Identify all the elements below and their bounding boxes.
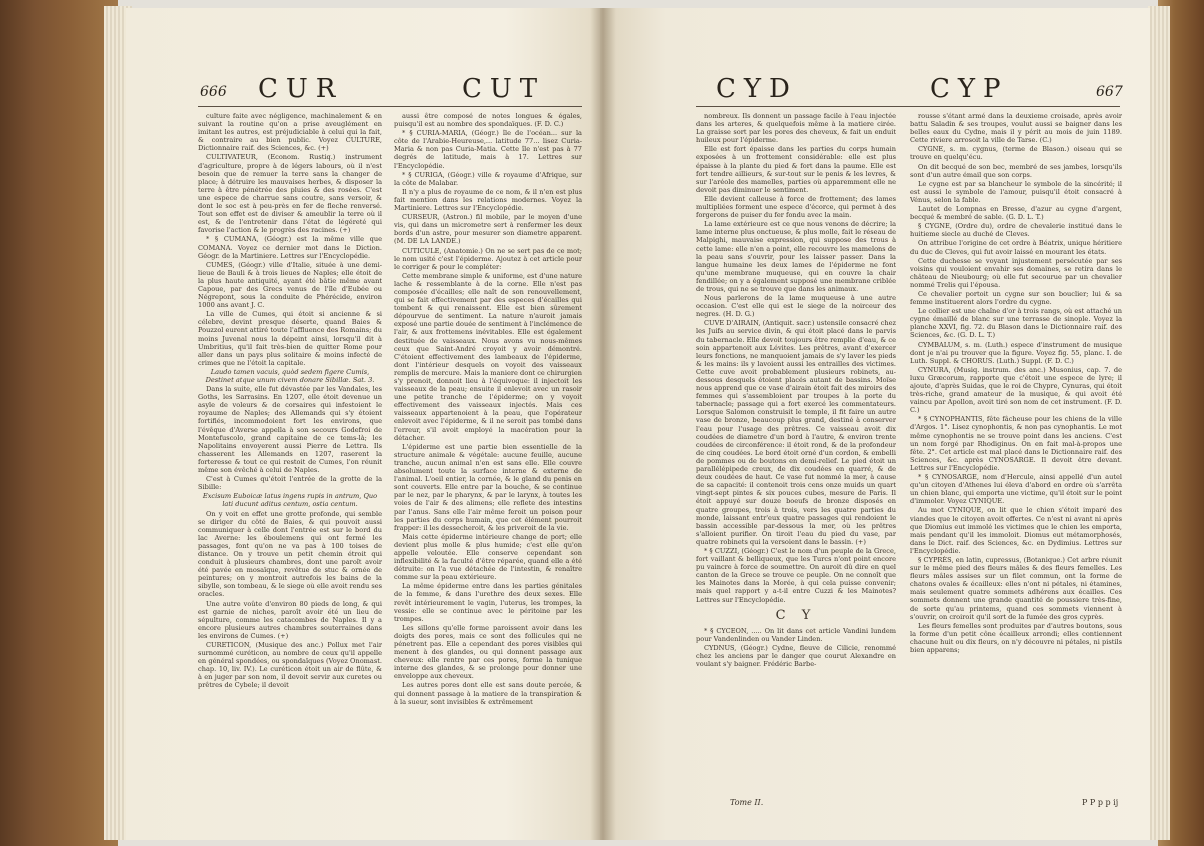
paragraph: On attribue l'origine de cet ordre à Béatrix, unique héritiere du duc de Cleves, qui fut avoir laissé en mourant les états. <box>910 239 1122 256</box>
paragraph: CUMES, (Géogr.) ville d'Italie, située à une demi-lieue de Bauli & à trois lieues de Naples; elle étoit de la plus haute antiquité, ayant été bâtie même avant Capoue, par des Grecs venus de l'île d'Eubée ou Négrepont, sous la conduite de Phérécide, environ 1000 ans avant J. C. <box>198 260 382 310</box>
paragraph: Laudo tamen vacuis, quòd sedem figere Cumis, Destinet atque unum civem donare Sibillæ. Sat. 3. <box>205 367 375 384</box>
paragraph: La ville de Cumes, qui étoit si ancienne & si célebre, devint presque déserte, quand Baies & Pouzzol eurent attiré toute l'affluence des Romains; du moins Juvenal nous la dépeint ainsi, lorsqu'il dit à Umbritius, qu'il fait très-bien de quitter Rome pour aller dans un pays plus solitaire & moins infecté de crimes que ne l'étoit la capitale. <box>198 310 382 367</box>
paragraph: Cette membrane simple & uniforme, est d'une nature lache & ressemblante à de la corne. Elle n'est pas composée d'écailles; elle naît de son renouvellement, qui se fait effectivement par des especes d'écailles qui tombent & qui renaissent. Elle est bien sûrement dépourvue de sentiment. La nature n'auroit jamais exposé une partie douée de sentiment à l'inclémence de l'air, & aux frottemens inévitables. Elle est également destituée de vaisseaux. Nous avons vu nous-mêmes ceux que Saint-André croyoit y avoir démontré. C'étoient effectivement des lambeaux de l'épiderme, dont l'intérieur desquels on voyoit des vaisseaux remplis de mercure. Mais la maniere dont ce chirurgien s'y prenoit, donnoit lieu à l'équivoque: il injectoit les vaisseaux de la peau; ensuite il enlevoit avec un rasoir une petite tranche de l'épiderme; on y voyoit effectivement des vaisseaux injectés. Mais ces vaisseaux appartenoient à la peau, que l'opérateur enlevoit avec l'épiderme, & il ne seroit pas tombé dans l'erreur, s'il avoit employé la macération pour la détacher. <box>394 271 582 442</box>
paragraph: CUVE D'AIRAIN, (Antiquit. sacr.) ustensile consacré chez les Juifs au service divin, & qui étoit placé dans le parvis du tabernacle. Elle devoit toujours être remplie d'eau, & ce soin appartenoit aux Lévites. Les prêtres, avant d'exercer leurs fonctions, ne manquoient jamais de s'y laver les pieds & les mains: ils y lavoient aussi les entrailles des victimes. Cette cuve avoit probablement plusieurs robinets, au-dessous desquels étoient placés autant de bassins. Moïse nous apprend que ce vase d'airain étoit fait des miroirs des femmes qui s'assembloient par troupes à la porte du tabernacle; passage qui a fort exercé les commentateurs. Lorsque Salomon construisit le temple, il fit faire un autre vase de bronze, beaucoup plus grand, destiné à conserver l'eau pour l'usage des prêtres. Ce vaisseau avoit dix coudées de diametre d'un bord à l'autre, & environ trente coudées de circonférence: il étoit rond, & de la profondeur de cinq coudées. Le bord étoit orné d'un cordon, & embelli de pommes ou de boutons en demi-relief. Le pied étoit un parallélépipede creux, de dix coudées en quarré, & de deux coudées de haut. Ce vase fut nommé la mer, à cause de sa capacité: il contenoit trois cens onze muids un quart vingt-sept pintes & six pouces cubes, mesure de Paris. Il étoit appuyé sur douze boeufs de bronze disposés en quatre groupes, trois à trois, vers les quatre parties du monde, laissant entr'eux quatre passages qui rendoient le bassin accessible par-dessous la mer, où les prêtres s'alloient purifier. On tiroit l'eau du pied du vase, par quatre robinets qui la versoient dans le bassin. (+) <box>696 319 896 546</box>
paragraph: Une autre voûte d'environ 80 pieds de long, & qui est garnie de niches, paroît avoir été un lieu de sépulture, comme les catacombes de Naples. Il y a encore plusieurs autres chambres souterraines dans les environs de Cumes. (+) <box>198 599 382 640</box>
paragraph: rousse s'étant armé dans la deuxieme croisade, après avoir battu Saladin & ses troupes, voulut aussi se baigner dans les belles eaux du Cydne, mais il y périt au mois de juin 1189. Cette riviere arrosoit la ville de Tarse. (C.) <box>910 112 1122 145</box>
paragraph: Au mot CYNIQUE, on lit que le chien s'étoit imparé des viandes que le citoyen avoit offertes. Ce n'est ni avant ni après que Diomius eut immolé les victimes que le chien les emporta, mais pendant qu'il les immoloit. Diomus eut métamorphosés, dans le Dict. raif. des Sciences, &c. en Dydimius. Lettres sur l'Encyclopédie. <box>910 506 1122 555</box>
paragraph: Elle est fort épaisse dans les parties du corps humain exposées à un frottement considérable: elle est plus épaisse à la plante du pied & fort dans la paume. Elle est fort tendre aillieurs, & sur-tout sur le penis & les levres, & sur l'aréole des mamelles, parties où apparemment elle ne devoit pas diminuer le sentiment. <box>696 145 896 194</box>
right-headword-2: CYP <box>930 74 1009 104</box>
paragraph: nombreux. Ils donnent un passage facile à l'eau injectée dans les arteres, & quelquefois même à la matiere cirée. La graisse sort par les pores des cheveux, & fait un enduit huileux pour l'épiderme. <box>696 112 896 145</box>
paragraph: On y voit en effet une grotte profonde, qui semble se diriger du côté de Baies, & qui pouvoit aussi communiquer à celle dont l'entrée est sur le bord du lac Averne: les éboulemens qui ont fermé les passages, font qu'on ne va pas à 100 toises de distance. On y trouve un petit chemin étroit qui conduit à plusieurs chambres, dont une paroît avoir été pavée en mosaïque, revêtue de stuc & ornée de peintures; on y montroit autrefois les bains de la sibylle, son tombeau, & le siege où elle avoit rendu ses oracles. <box>198 509 382 599</box>
paragraph: CYGNE, s. m. cygnus, (terme de Blason.) oiseau qui se trouve en quelqu'écu. <box>910 145 1122 162</box>
paragraph: Nous parlerons de la lame muqueuse à une autre occasion. C'est elle qui est le siege de la noirceur des negres. (H. D. G.) <box>696 294 896 319</box>
paragraph: La lame extérieure est ce que nous venons de décrire; la lame interne plus onctueuse, & plus molle, fait le réseau de Malpighi, mauvaise expression, qui suppose des trous à cette lame: elle n'en a point, elle recouvre les mamelons de la peau sans s'ouvrir, pour les laisser passer. Dans la langue humaine les deux lames de l'épiderme ne font qu'une membrane muqueuse, qui en couvre la chair fendillée; on y a également supposé une membrane criblée de trous, qui ne se trouve que dans les animaux. <box>696 220 896 293</box>
paragraph: * § CYNOSARGE, nom d'Hercule, ainsi appellé d'un autel qu'un citoyen d'Athenes lui éleva d'abord en ordre où s'arrêta un chien blanc, qui emporta une victime, qu'il étoit sur le point d'immoler. Voyez CYNIQUE. <box>910 473 1122 506</box>
paragraph: * § CURIGA, (Géogr.) ville & royaume d'Afrique, sur la côte de Malabar. <box>394 170 582 187</box>
left-column-1 <box>198 112 382 814</box>
paragraph: Dans la suite, elle fut dévastée par les Vandales, les Goths, les Sarrasins. En 1207, elle étoit devenue un asyle de voleurs & de corsaires qui infestoient le royaume de Naples; des Allemands qui s'y étoient fortifiés, incommodoient fort les environs, que l'évêque d'Averse appella à son secours Godefroi de Montefuscolo, grand capitaine de ce tems-là; les Napolitains envoyerent aussi Pierre de Lettra. Ils chasserent les Allemands en 1207, raserent la forteresse & tout ce qui restoit de Cumes, l'on réunit même son évêché à celui de Naples. <box>198 385 382 475</box>
volume-signature: Tome II. <box>730 798 764 807</box>
paragraph: Elle devient calleuse à force de frottement; des lames multipliées forment une espece d'écorce, qui permet à des forgerons de puiser du fer fondu avec la main. <box>696 194 896 220</box>
paragraph: Les fleurs femelles sont produites par d'autres boutons, sous la forme d'un petit cône écailleux arrondi; elles contiennent chacune huit ou dix fleurs, on n'y découvre ni pétales, ni pistils bien apparens; <box>910 621 1122 654</box>
paragraph: CURSEUR, (Astron.) fil mobile, par le moyen d'une vis, qui dans un micrometre sert à renfermer les deux bords d'un astre, pour mesurer son diametre apparent. (M. DE LA LANDE.) <box>394 213 582 246</box>
paragraph: On dit becqué de son bec, membré de ses jambes, lorsqu'ils sont d'un autre émail que son corps. <box>910 162 1122 179</box>
right-page-number: 667 <box>1096 84 1123 100</box>
paragraph: Mais cette épiderme intérieure change de port; elle devient plus molle & plus humide; c'est elle qu'on appelle veloutée. Elle conserve cependant son inflexibilité & la faculté d'être réparée, quand elle a été détruite: on l'a vue détachée de l'intestin, & renaître comme sur la peau extérieure. <box>394 532 582 582</box>
paragraph: * § CURIA-MARIA, (Géogr.) île de l'océan... sur la côte de l'Arabie-Heureuse,... latitude 77... lisez Curia-Maria & non pas Curia-Matia. Cette île n'est pas à 77 degrés de latitude, mais à 17. Lettres sur l'Encyclopédie. <box>394 129 582 170</box>
left-cover <box>0 0 118 846</box>
paragraph: CULTIVATEUR, (Econom. Rustiq.) instrument d'agriculture, propre à de légers labours, où il n'est besoin que de remuer la terre sans la changer de place; à détruire les mauvaises herbes, & disposer la terre à être pénétrée des pluies & des rosées. C'est une espece de charrue sans coutre, sans versoir, & dont le soc est à peu-près en fer de fleche renversé. Tout son effet est de diviser & ameublir la terre où il est, & de l'entretenir dans l'état de légéreté qui favorise l'action & le progrès des racines. (+) <box>198 153 382 235</box>
book-gutter <box>590 8 616 840</box>
left-headword-1: CUR <box>258 74 344 104</box>
paragraph: L'épiderme est une partie bien essentielle de la structure animale & végétale: aucune feuille, aucune tranche, aucun animal n'en est sans elle. Elle couvre absolument toute la surface interne & externe de l'animal. L'oeil entier, la cornée, & le gland du penis en sont couverts. Elle entre par la bouche, & se continue par le nez, par le pharynx, & par le larynx, à toutes les voies de l'air & des alimens; elle reflete des intestins par l'anus. Sans elle l'air même feroit un poison pour les parties du corps humain, que cet élément pourroit frapper: il les dessecheroit, & les priveroit de la vie. <box>394 442 582 532</box>
paragraph: Il n'y a plus de royaume de ce nom, & il n'en est plus fait mention dans les relations modernes. Voyez la Martiniere. Lettres sur l'Encyclopédie. <box>394 187 582 213</box>
paragraph: CYMBALUM, s. m. (Luth.) espece d'instrument de musique dont je n'ai pu trouver que la figure. Voyez fig. 55, planc. I. de Luth. Suppl. & CHORUS. (Luth.) Suppl. (F. D. C.) <box>910 340 1122 365</box>
paragraph: CYNURA, (Musiq. instrum. des anc.) Musonius, cap. 7. de luxu Græcorum, rapporte que c'étoit une espece de lyre; il ajoute, d'après Suidas, que le roi de Chypre, Cynuras, qui étoit très-riche, grand amateur de la musique, & qui avoit été vaincu par Apollon, avoit tiré son nom de cet instrument. (F. D. C.) <box>910 365 1122 415</box>
paragraph: CUTICULE, (Anatomie.) On ne se sert pas de ce mot; le nom usité c'est l'épiderme. Ajoutez à cet article pour le corriger & pour le compléter: <box>394 246 582 271</box>
paragraph: * § CUMANA, (Géogr.) est la même ville que COMANA. Voyez ce dernier mot dans le Diction. Géogr. de la Martiniere. Lettres sur l'Encyclopédie. <box>198 235 382 260</box>
left-headword-2: CUT <box>462 74 546 104</box>
left-column-2 <box>394 112 582 814</box>
paragraph: * § CUZZI, (Géogr.) C'est le nom d'un peuple de la Grece, fort vaillant & belliqueux, que les Turcs n'ont point encore pu vaincre à force de soumettre. On auroit dû dire en quel canton de la Grece se trouve ce peuple. On ne connoît que les Mainotes dans la Morée, à qui cela puisse convenir; mais quel rapport y a-t-il entre Cuzzi & les Mainotes? Lettres sur l'Encyclopédie. <box>696 546 896 604</box>
paragraph: § CYPRÈS, en latin, cupressus, (Botanique.) Cet arbre réunit sur le même pied des fleurs mâles & des fleurs femelles. Les fleurs mâles assises sur un filet commun, ont la forme de chatons ovales & écailleux: elles n'ont ni pétales, ni étamines, mais seulement quatre sommets adhérens aux écailles. Ces sommets donnent une grande quantité de poussiere très-fine, de sorte qu'au printems, quand ces sommets viennent à s'ouvrir, on croiroit qu'il sort de la fumée des gros cyprès. <box>910 555 1122 621</box>
right-column-1 <box>696 112 896 792</box>
paragraph: La même épiderme entre dans les parties génitales de la femme, & dans l'urethre des deux sexes. Elle revêt intérieurement le vagin, l'uterus, les trompes, la vessie: elle se continue avec le péritoine par les trompes. <box>394 582 582 623</box>
right-headword-1: CYD <box>716 74 798 104</box>
paragraph: Le cygne est par sa blancheur le symbole de la sincérité; il est aussi le symbole de l'amour, puisqu'il étoit consacré à Vénus, selon la fable. <box>910 179 1122 204</box>
paragraph: CYDNUS, (Géogr.) Cydne, fleuve de Cilicie, renommé chez les anciens par le danger que courut Alexandre en voulant s'y baigner. Frédéric Barbe- <box>696 643 896 668</box>
paragraph: Cette duchesse se voyant injustement persécutée par ses voisins qui vouloient envahir ses domaines, se retira dans le château de Nieubourg; où elle fut secourue par un chevalier nommé Trelis qui l'épousa. <box>910 256 1122 289</box>
left-page <box>126 8 600 840</box>
paragraph: § CYGNE, (Ordre du), ordre de chevalerie institué dans le huitieme siecle au duché de Cleves. <box>910 222 1122 239</box>
paragraph: Les autres pores dont elle est sans doute percée, & qui donnent passage à la matiere de la transpiration & à la sueur, sont invisibles & extrêmement <box>394 681 582 706</box>
gathering-signature: P P p p ij <box>1082 798 1119 807</box>
right-page <box>600 8 1150 840</box>
paragraph: Ce chevalier portoit un cygne sur son bouclier; lui & sa femme instituerent alors l'ordre du cygne. <box>910 289 1122 307</box>
left-header-rule <box>198 106 582 107</box>
paragraph: aussi être composé de notes longues & égales, puisqu'il est au nombre des spondaïques. (F. D. C.) <box>394 112 582 129</box>
paragraph: C Y <box>775 607 817 623</box>
paragraph: * § CYCEON, ..... On lit dans cet article Vandini lundem pour Vandenlinden ou Vander Linden. <box>696 626 896 643</box>
paragraph: CURETICON, (Musique des anc.) Pollux met l'air surnommé curéticon, au nombre de ceux qu'il appelle en général spondées, ou spondaïques (Voyez Onomast. chap. 10, liv. IV.). Le curéticon étoit un air de flûte, & à en juger par son nom, il devoit servir aux curetes ou prêtres de Cybele; il devoit <box>198 641 382 690</box>
paragraph: Excisum Euboicæ latus ingens rupis in antrum, Quo lati ducunt aditus centum, ostia centum. <box>202 492 378 509</box>
left-page-number: 666 <box>200 84 227 100</box>
right-column-2 <box>910 112 1122 796</box>
right-page-edges <box>1148 6 1170 840</box>
paragraph: Lautet de Lompnas en Bresse, d'azur au cygne d'argent, becqué & membré de sable. (G. D. L. T.) <box>910 205 1122 222</box>
right-header-rule <box>696 106 1120 107</box>
paragraph: culture faite avec négligence, machinalement & en suivant la routine qu'on a prise aveuglément en imitant les autres, est préjudiciable à celui qui la fait, & contraire au bien public. Voyez CULTURE, Dictionnaire raif. des Sciences, &c. (+) <box>198 112 382 153</box>
paragraph: Le collier est une chaîne d'or à trois rangs, où est attaché un cygne émaillé de blanc sur une terrasse de sinople. Voyez la planche XXVI, fig. 72. du Blason dans le Dictionnaire raif. des Sciences, &c. (G. D. L. T.) <box>910 307 1122 340</box>
paragraph: * § CYNOPHANTIS, fête fâcheuse pour les chiens de la ville d'Argos. 1°. Lisez cynophontis, & non pas cynophantis. Le mot même cynophontis ne se trouve point dans les anciens. C'est un nom forgé par Rhodiginus. On en fait mal-à-propos une fête. 2°. Cet article est mal placé dans le Dictionnaire raif. des Sciences, &c. après CYNOSARGE. Il devoit être devant. Lettres sur l'Encyclopédie. <box>910 415 1122 472</box>
paragraph: C'est à Cumes qu'étoit l'entrée de la grotte de la Sibille: <box>198 475 382 492</box>
paragraph: Les sillons qu'elle forme paroissent avoir dans les doigts des pores, mais ce sont des follicules qui ne pénetrent pas. Elle a cependant des pores visibles qui menent à des glandes, ou qui donnent passage aux cheveux: elle rentre par ces pores, forme la tunique interne des glandes, & se prolonge pour donner une enveloppe aux cheveux. <box>394 623 582 681</box>
